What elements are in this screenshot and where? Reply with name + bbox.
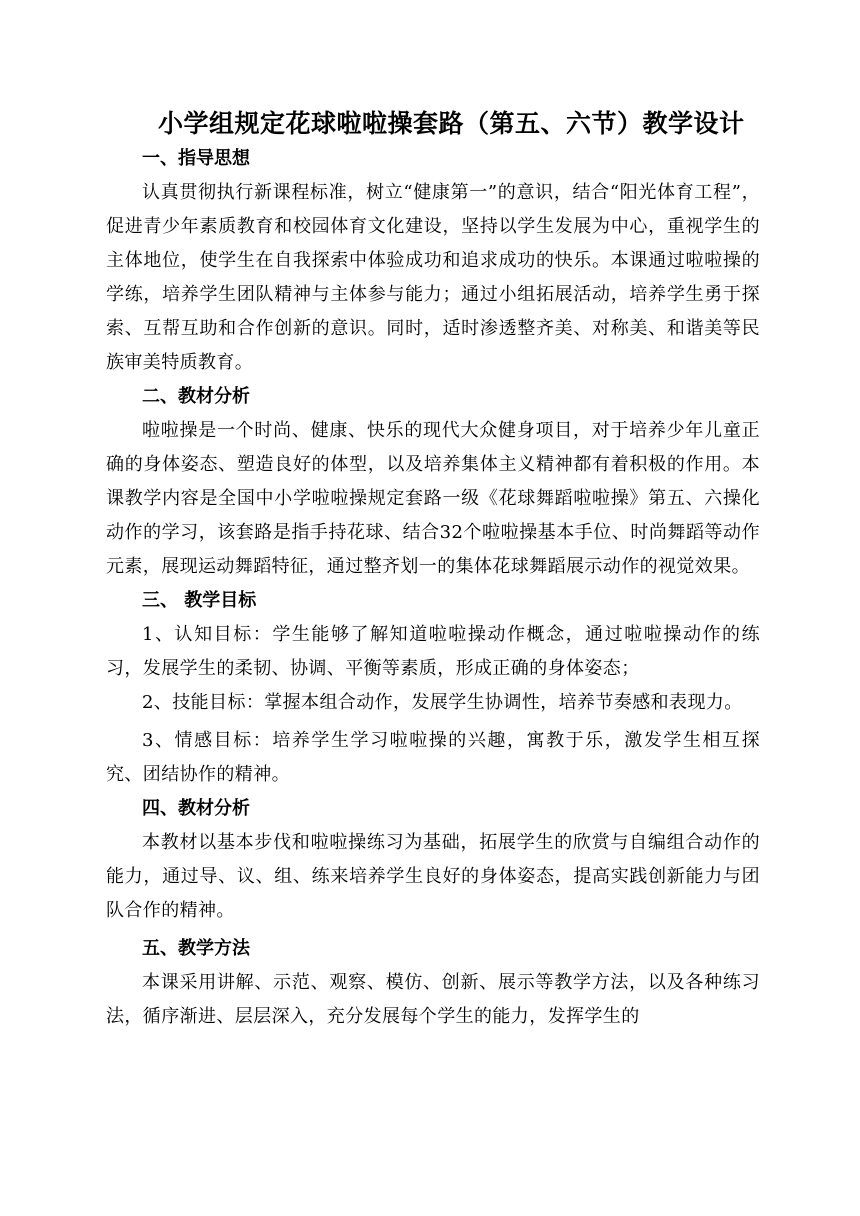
section-2-paragraph-1: 啦啦操是一个时尚、健康、快乐的现代大众健身项目，对于培养少年儿童正确的身体姿态、塑造良好的体型，以及培养集体主义精神都有着积极的作用。本课教学内容是全国中小学啦啦操规定套路一级《花球舞蹈啦啦操》第五、六操化动作的学习，该套路是指手持花球、结合32个啦啦操基本手位、时尚舞蹈等动作元素，展现运动舞蹈特征，通过整齐划一的集体花球舞蹈展示动作的视觉效果。 [106, 420, 760, 577]
section-heading-3: 三、 教学目标 [142, 590, 257, 611]
section-heading-1: 一、指导思想 [142, 148, 250, 169]
section-heading-4: 四、教材分析 [142, 798, 250, 819]
section-4-paragraph-1: 本教材以基本步伐和啦啦操练习为基础，拓展学生的欣赏与自编组合动作的能力，通过导、议、组、练来培养学生良好的身体姿态，提高实践创新能力与团队合作的精神。 [106, 832, 760, 921]
section-5-paragraph-1: 本课采用讲解、示范、观察、模仿、创新、展示等教学方法，以及各种练习法，循序渐进、层层深入，充分发展每个学生的能力，发挥学生的 [106, 972, 760, 1027]
section-1-paragraph-1: 认真贯彻执行新课程标准，树立“健康第一”的意识，结合“阳光体育工程”，促进青少年素质教育和校园体育文化建设，坚持以学生发展为中心，重视学生的主体地位，使学生在自我探索中体验成功和追求成功的快乐。本课通过啦啦操的学练，培养学生团队精神与主体参与能力；通过小组拓展活动，培养学生勇于探索、互帮互助和合作创新的意识。同时，适时渗透整齐美、对称美、和谐美等民族审美特质教育。 [106, 182, 760, 373]
document-body [106, 142, 760, 1034]
document-title: 小学组规定花球啦啦操套路（第五、六节）教学设计 [158, 109, 745, 138]
section-3-paragraph-3: 3、情感目标：培养学生学习啦啦操的兴趣，寓教于乐，激发学生相互探究、团结协作的精神。 [106, 730, 760, 785]
section-3-paragraph-1: 1、认知目标：学生能够了解知道啦啦操动作概念，通过啦啦操动作的练习，发展学生的柔韧、协调、平衡等素质，形成正确的身体姿态； [106, 624, 760, 679]
section-heading-5: 五、教学方法 [142, 938, 250, 959]
section-heading-2: 二、教材分析 [142, 386, 250, 407]
section-3-paragraph-2: 2、技能目标：掌握本组合动作，发展学生协调性，培养节奏感和表现力。 [142, 692, 743, 713]
